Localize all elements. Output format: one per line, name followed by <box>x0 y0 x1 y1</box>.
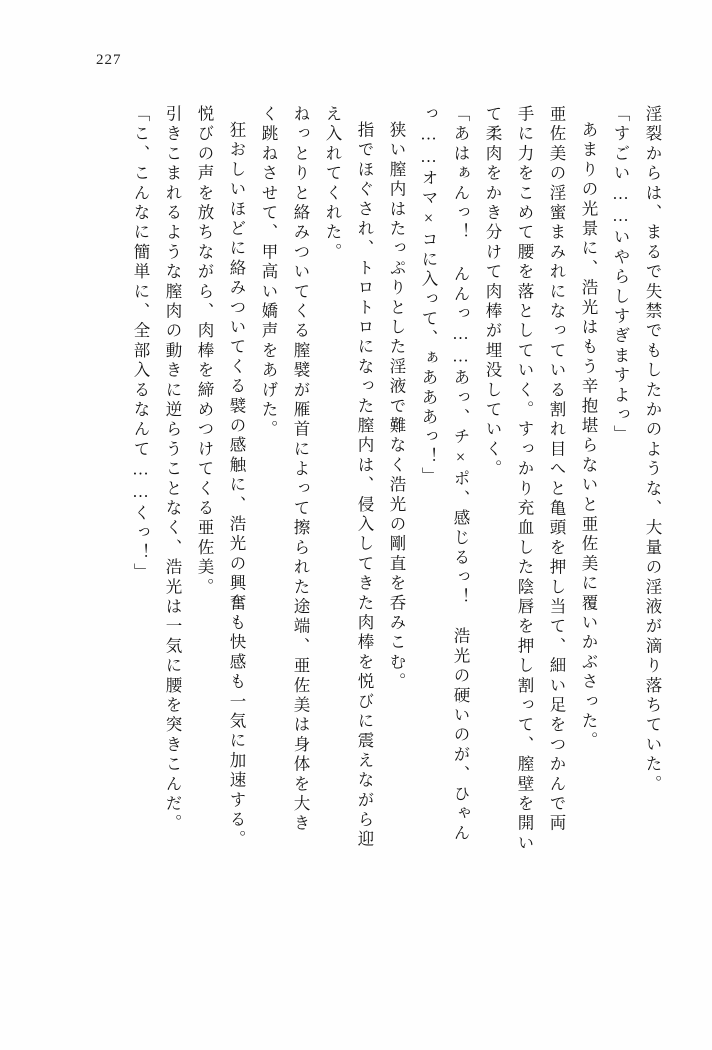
text-line: 引きこまれるような膣肉の動きに逆らうことなく、浩光は一気に腰を突きこんだ。 <box>163 105 182 834</box>
text-line: 「あはぁんっ！ んんっ……あっ、チ×ポ、感じるっ！ 浩光の硬いのが、ひゃん <box>451 105 470 844</box>
vertical-text-body <box>60 105 660 935</box>
text-line: 狂おしいほどに絡みついてくる襞の感触に、浩光の興奮も快感も一気に加速する。 <box>227 121 246 850</box>
text-line: 狭い膣内はたっぷりとした淫液で難なく浩光の剛直を呑みこむ。 <box>387 121 406 693</box>
text-line: く跳ねさせて、甲高い嬌声をあげた。 <box>259 105 278 440</box>
text-line: ねっとりと絡みついてくる膣襞が雁首によって擦られた途端、亜佐美は身体を大き <box>291 105 310 834</box>
text-line: っ……オマ×コに入って、ぁあああっ！」 <box>419 105 438 487</box>
text-line: 手に力をこめて腰を落としていく。すっかり充血した陰唇を押し割って、膣壁を開い <box>515 105 534 854</box>
text-line: 亜佐美の淫蜜まみれになっている割れ目へと亀頭を押し当て、細い足をつかんで両 <box>547 105 566 834</box>
page-number: 227 <box>96 52 122 68</box>
text-line: 「こ、こんなに簡単に、全部入るなんて……くっ！」 <box>131 105 150 583</box>
text-line: あまりの光景に、浩光はもう辛抱堪らないと亜佐美に覆いかぶさった。 <box>579 121 598 752</box>
text-line: 悦びの声を放ちながら、肉棒を締めつけてくる亜佐美。 <box>195 105 214 598</box>
text-line: 指でほぐされ、トロトロになった膣内は、侵入してきた肉棒を悦びに震えながら迎 <box>355 121 374 850</box>
text-line: 「すごい……いやらしすぎますよっ」 <box>611 105 630 445</box>
text-line: て柔肉をかき分けて肉棒が埋没していく。 <box>483 105 502 480</box>
text-line: 淫裂からは、まるで失禁でもしたかのような、大量の淫液が滴り落ちていた。 <box>643 105 662 795</box>
text-line: え入れてくれた。 <box>323 105 342 263</box>
